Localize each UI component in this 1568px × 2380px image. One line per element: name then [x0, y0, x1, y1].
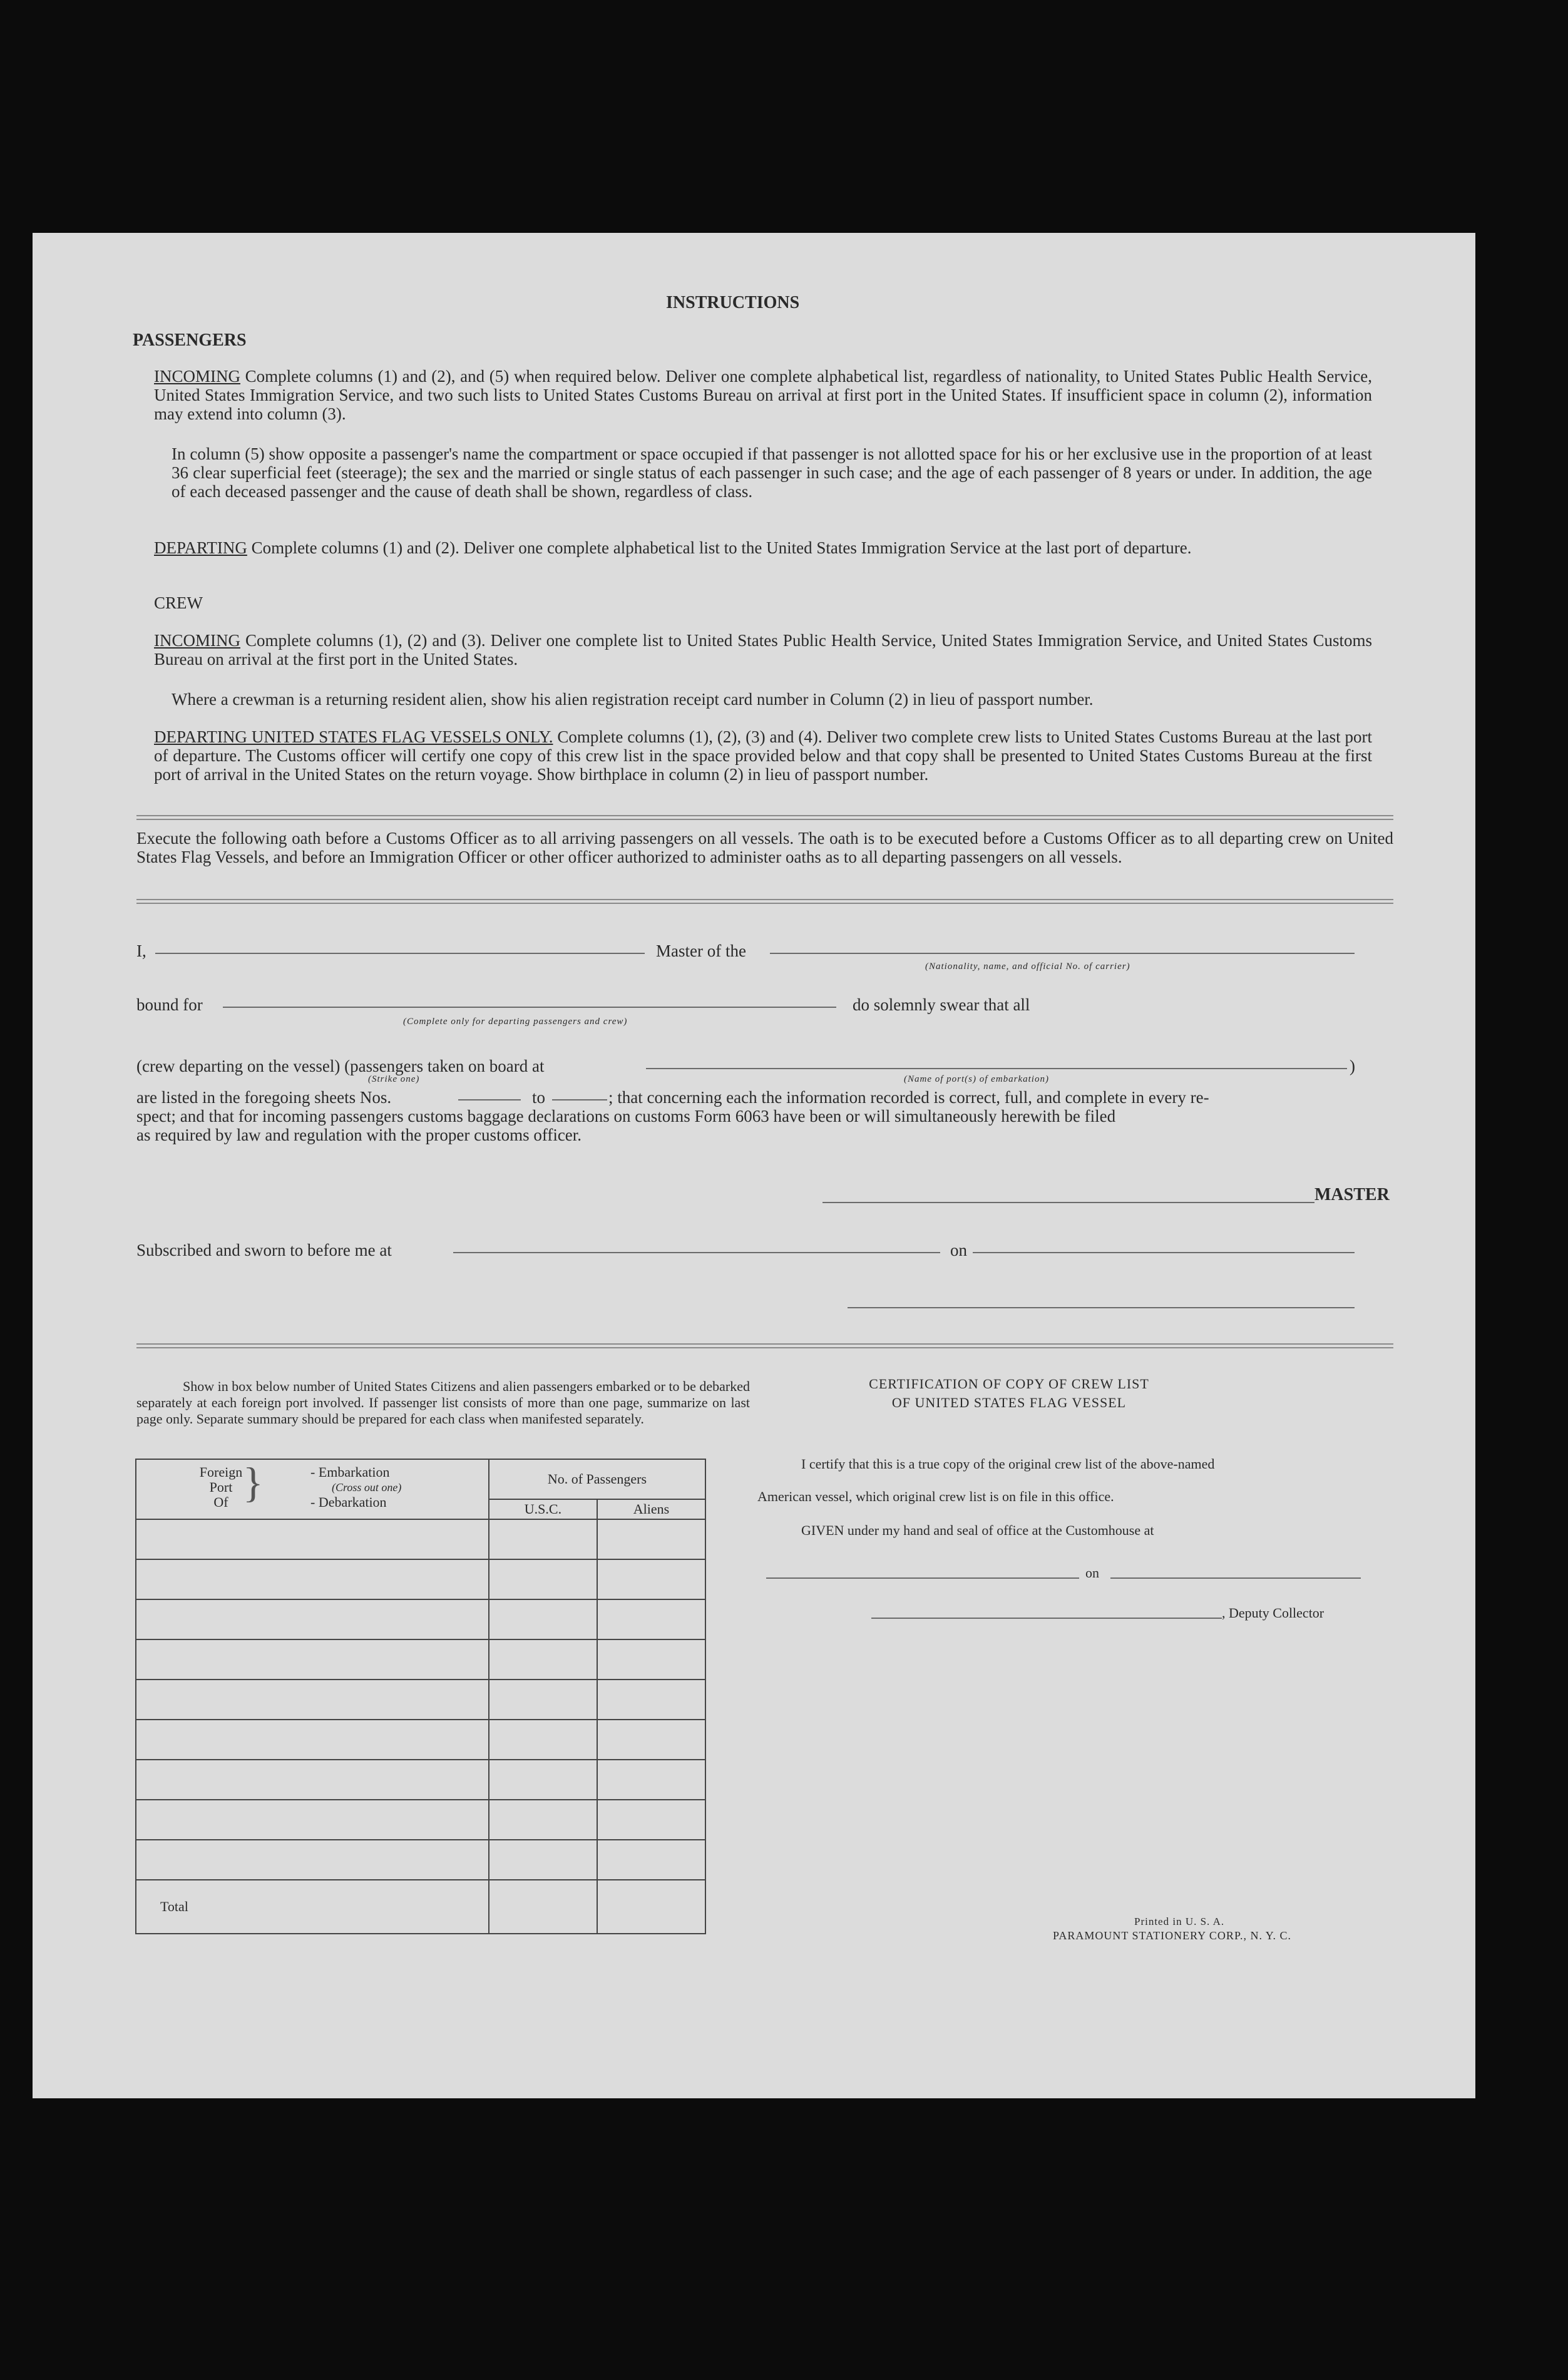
carrier-caption: (Nationality, name, and official No. of carrier)	[925, 962, 1130, 972]
crew-incoming-text: Complete columns (1), (2) and (3). Deliver one complete list to United States Public Health Service, United States Immigration Service, and United States Customs Bureau on arrival at the first port in the United States.	[154, 631, 1373, 669]
subscribed-date-field[interactable]	[973, 1252, 1355, 1253]
listed-to-label: to	[532, 1088, 546, 1107]
printer-line-1: Printed in U. S. A.	[1134, 1916, 1225, 1927]
close-paren: )	[1350, 1057, 1355, 1075]
passengers-departing-paragraph	[154, 538, 1372, 557]
usc-header: U.S.C.	[489, 1499, 597, 1519]
crew-resident-paragraph: Where a crewman is a returning resident alien, show his alien registration receipt card number in Column (2) in lieu of passport number.	[172, 690, 1094, 709]
divider	[136, 903, 1393, 904]
aliens-cell[interactable]	[597, 1840, 705, 1880]
cross-out-label: (Cross out one)	[332, 1481, 402, 1494]
customhouse-field[interactable]	[766, 1577, 1079, 1579]
page-title: INSTRUCTIONS	[666, 293, 800, 312]
certification-date-field[interactable]	[1110, 1577, 1361, 1579]
port-cell[interactable]	[136, 1800, 489, 1840]
subscribed-label: Subscribed and sworn to before me at	[136, 1241, 392, 1259]
passengers-heading: PASSENGERS	[133, 331, 247, 350]
total-label: Total	[136, 1880, 489, 1934]
deputy-signature-field[interactable]	[871, 1618, 1222, 1619]
port-cell[interactable]	[136, 1519, 489, 1559]
aliens-cell[interactable]	[597, 1760, 705, 1800]
listed-label-b: ; that concerning each the information recorded is correct, full, and complete in every re-	[608, 1088, 1209, 1107]
port-cell[interactable]	[136, 1760, 489, 1800]
passengers-incoming-paragraph	[154, 367, 1372, 423]
subscribed-on-label: on	[950, 1241, 967, 1259]
port-label: Port	[209, 1479, 233, 1495]
passengers-departing-text: Complete columns (1) and (2). Deliver one complete alphabetical list to the United States Immigration Service at the last port of departure.	[251, 538, 1192, 557]
passengers-incoming-label: INCOMING	[154, 367, 240, 386]
swear-label: do solemnly swear that all	[853, 995, 1030, 1014]
certification-text-1: I certify that this is a true copy of the original crew list of the above-named	[801, 1456, 1215, 1472]
summary-instructions: Show in box below number of United States Citizens and alien passengers embarked or to be debarked separately at each foreign port involved. If passenger list consists of more than one page, summarize on last page only. Separate summary should be prepared for each class when manifested separately.	[136, 1378, 750, 1427]
master-signature-field[interactable]	[822, 1202, 1314, 1203]
aliens-header: Aliens	[597, 1499, 705, 1519]
sheet-to-field[interactable]	[552, 1099, 607, 1100]
aliens-cell[interactable]	[597, 1720, 705, 1760]
certification-title-2: OF UNITED STATES FLAG VESSEL	[891, 1395, 1127, 1410]
crew-flag-label: DEPARTING UNITED STATES FLAG VESSELS ONLY.	[154, 727, 553, 746]
total-usc-cell[interactable]	[489, 1880, 597, 1934]
aliens-cell[interactable]	[597, 1559, 705, 1599]
port-cell[interactable]	[136, 1720, 489, 1760]
divider	[136, 819, 1393, 820]
divider	[136, 1343, 1393, 1345]
port-cell[interactable]	[136, 1599, 489, 1639]
master-name-field[interactable]	[155, 953, 645, 954]
sheet-from-field[interactable]	[458, 1099, 521, 1100]
oath-intro: Execute the following oath before a Customs Officer as to all arriving passengers on all vessels. The oath is to be executed before a Customs Officer as to all departing crew on United States Flag Vessels, and before an Immigration Officer or other officer authorized to administer oaths as to all departing passengers on all vessels.	[136, 829, 1393, 866]
printer-line-2: PARAMOUNT STATIONERY CORP., N. Y. C.	[1053, 1929, 1291, 1942]
embarkation-label: - Embarkation	[310, 1464, 390, 1480]
listed-label-c: spect; and that for incoming passengers customs baggage declarations on customs Form 6063 have been or will simultaneously herewith be filed	[136, 1107, 1116, 1126]
bound-for-label: bound for	[136, 995, 203, 1014]
certification-on-label: on	[1085, 1565, 1099, 1581]
listed-label-d: as required by law and regulation with the proper customs officer.	[136, 1126, 582, 1144]
deputy-collector-label: , Deputy Collector	[1222, 1605, 1325, 1621]
port-header-cell	[136, 1459, 489, 1519]
master-signature-label: MASTER	[1314, 1185, 1390, 1204]
port-cell[interactable]	[136, 1559, 489, 1599]
port-cell[interactable]	[136, 1680, 489, 1720]
column5-paragraph: In column (5) show opposite a passenger's name the compartment or space occupied if that passenger is not allotted space for his or her exclusive use in the proportion of at least 36 clear superficial feet (steerage); the sex and the married or single status of each passenger in such case; and the age of each passenger of 8 years or under. In addition, the age of each deceased passenger and the cause of death shall be shown, regardless of class.	[172, 444, 1372, 501]
usc-cell[interactable]	[489, 1720, 597, 1760]
no-passengers-header: No. of Passengers	[489, 1459, 705, 1499]
summary-table	[135, 1459, 706, 1934]
brace-icon: }	[243, 1459, 264, 1506]
form-sheet	[33, 233, 1475, 2098]
usc-cell[interactable]	[489, 1519, 597, 1559]
officer-signature-field[interactable]	[848, 1307, 1355, 1308]
usc-cell[interactable]	[489, 1760, 597, 1800]
usc-cell[interactable]	[489, 1599, 597, 1639]
crew-departing-label: (crew departing on the vessel) (passengers taken on board at	[136, 1057, 545, 1075]
debarkation-label: - Debarkation	[310, 1494, 387, 1510]
usc-cell[interactable]	[489, 1639, 597, 1680]
embarkation-caption: (Name of port(s) of embarkation)	[904, 1074, 1049, 1084]
total-aliens-cell[interactable]	[597, 1880, 705, 1934]
crew-flag-text: Complete columns (1), (2), (3) and (4). Deliver two complete crew lists to United States Customs Bureau at the last port of departure. The Customs officer will certify one copy of this crew list in the space provided below and that copy shall be presented to United States Customs Bureau at the first port of arrival in the United States on the return voyage. Show birthplace in column (2) in lieu of passport number.	[154, 727, 1373, 784]
passengers-incoming-text: Complete columns (1) and (2), and (5) when required below. Deliver one complete alphabetical list, regardless of nationality, to United States Public Health Service, United States Immigration Service, and two such lists to United States Customs Bureau on arrival at first port in the United States. If insufficient space in column (2), information may extend into column (3).	[154, 367, 1373, 423]
usc-cell[interactable]	[489, 1559, 597, 1599]
master-of-the-label: Master of the	[656, 941, 746, 960]
certification-text-3: GIVEN under my hand and seal of office at the Customhouse at	[801, 1522, 1154, 1538]
strike-one-caption: (Strike one)	[368, 1074, 420, 1084]
usc-cell[interactable]	[489, 1680, 597, 1720]
usc-cell[interactable]	[489, 1840, 597, 1880]
aliens-cell[interactable]	[597, 1519, 705, 1559]
oath-i-label: I,	[136, 941, 146, 960]
divider	[136, 899, 1393, 900]
crew-incoming-label: INCOMING	[154, 631, 240, 650]
passengers-departing-label: DEPARTING	[154, 538, 247, 557]
certification-title-1: CERTIFICATION OF COPY OF CREW LIST	[869, 1376, 1149, 1392]
usc-cell[interactable]	[489, 1800, 597, 1840]
foreign-label: Foreign	[199, 1464, 243, 1480]
bound-for-field[interactable]	[223, 1007, 836, 1008]
divider	[136, 1347, 1393, 1348]
subscribed-place-field[interactable]	[453, 1252, 940, 1253]
crew-heading: CREW	[154, 593, 203, 612]
embarkation-field[interactable]	[646, 1068, 1347, 1069]
aliens-cell[interactable]	[597, 1800, 705, 1840]
aliens-cell[interactable]	[597, 1599, 705, 1639]
bound-for-caption: (Complete only for departing passengers and crew)	[403, 1017, 628, 1027]
certification-text-2: American vessel, which original crew list is on file in this office.	[757, 1489, 1114, 1504]
crew-incoming-paragraph	[154, 631, 1372, 669]
aliens-cell[interactable]	[597, 1680, 705, 1720]
divider	[136, 815, 1393, 816]
port-cell[interactable]	[136, 1639, 489, 1680]
carrier-field[interactable]	[770, 953, 1355, 954]
crew-flag-paragraph	[154, 727, 1372, 784]
of-label: Of	[213, 1494, 228, 1510]
listed-label-a: are listed in the foregoing sheets Nos.	[136, 1088, 392, 1107]
aliens-cell[interactable]	[597, 1639, 705, 1680]
port-cell[interactable]	[136, 1840, 489, 1880]
